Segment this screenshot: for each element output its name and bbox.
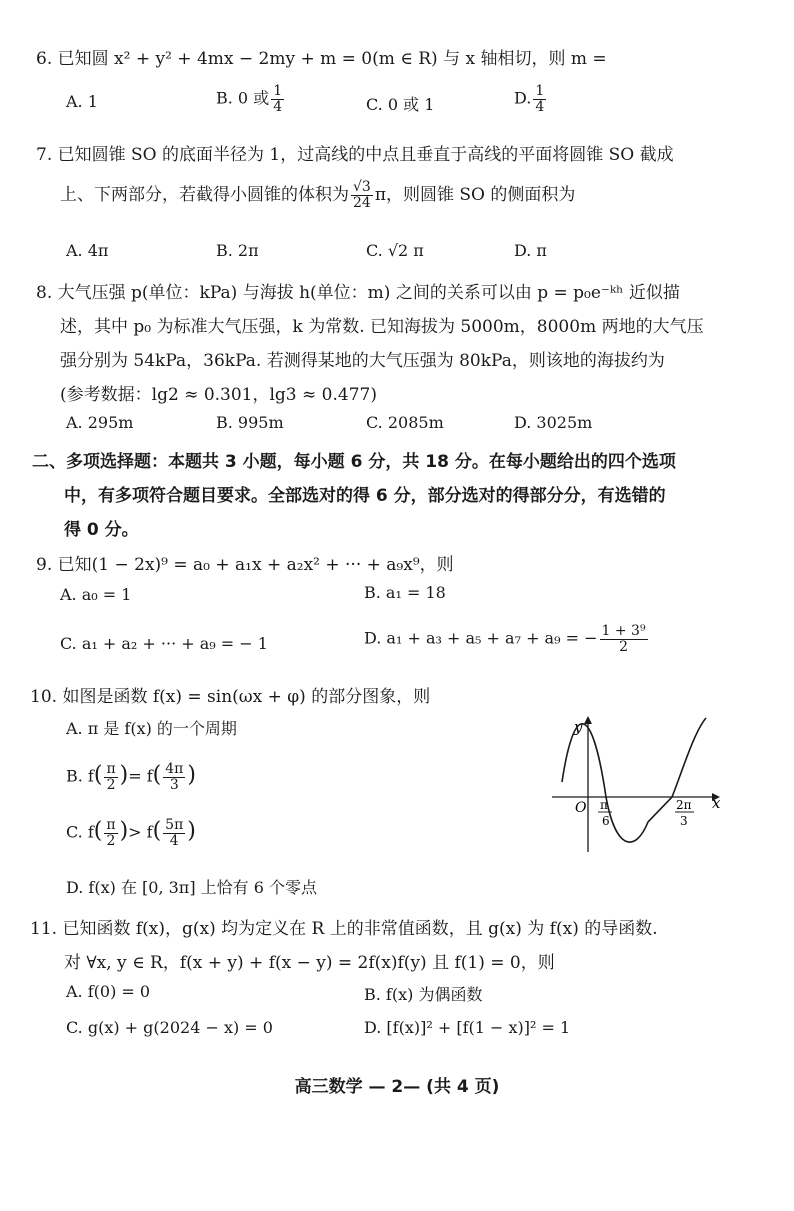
q9-option-a: A. a₀ = 1 (60, 585, 132, 604)
q11-option-d: D. [f(x)]² + [f(1 − x)]² = 1 (364, 1018, 571, 1037)
page-footer: 高三数学 — 2— (共 4 页) (294, 1077, 500, 1097)
q10-c-pre: C. f (66, 822, 94, 842)
section2-line3: 得 0 分。 (64, 520, 139, 540)
q10-b-frac1-num: π (106, 761, 116, 777)
q10-b-frac2 (163, 762, 185, 792)
q10-b-frac1-den: 2 (106, 776, 116, 793)
y-axis-arrow (584, 716, 592, 724)
q7-option-a: A. 4π (66, 241, 109, 260)
tick2-num: 2π (676, 798, 692, 812)
q8-line2: 述，其中 p₀ 为标准大气压强，k 为常数. 已知海拔为 5000m，8000m 两地的大气压 (60, 317, 704, 337)
section2-line1: 二、多项选择题：本题共 3 小题，每小题 6 分，共 18 分。在每小题给出的四个选项 (32, 452, 676, 472)
q11-option-b: B. f(x) 为偶函数 (364, 985, 483, 1004)
q7-line2-post: π，则圆锥 SO 的侧面积为 (374, 185, 576, 205)
q9-option-b: B. a₁ = 18 (364, 583, 446, 602)
q10-b-paren-close2: ) (187, 762, 196, 788)
q11-option-a: A. f(0) = 0 (66, 982, 151, 1001)
q10-b-mid: = f (128, 766, 153, 786)
q9-option-d-frac (600, 624, 648, 654)
q6-option-b (216, 84, 286, 114)
q6-option-d (514, 84, 548, 114)
q10-c-mid: > f (128, 822, 153, 842)
q7-option-b: B. 2π (216, 241, 259, 260)
origin-label: O (575, 800, 587, 816)
q7-frac-num: √3 (353, 179, 371, 196)
q10-c-paren-open2: ( (152, 818, 162, 844)
section2-line2: 中，有多项符合题目要求。全部选对的得 6 分，部分选对的得部分分，有选错的 (64, 486, 666, 506)
q10-c-frac1-num: π (106, 817, 116, 833)
q6-option-c: C. 0 或 1 (366, 95, 435, 114)
q7-option-d: D. π (514, 241, 547, 260)
q10-c-frac2-den: 4 (169, 832, 179, 849)
q6-option-d-text: D. (514, 88, 532, 108)
q9-frac-num: 1 + 3⁹ (601, 623, 646, 639)
q10-b-paren-close: ) (119, 762, 129, 788)
q10-c-paren-close2: ) (187, 818, 196, 844)
q8-option-d: D. 3025m (514, 413, 593, 432)
q6-frac-den: 4 (273, 98, 283, 115)
q10-b-frac2-den: 3 (169, 776, 179, 793)
q8-option-c: C. 2085m (366, 413, 444, 432)
q6-d-frac-num: 1 (535, 83, 545, 99)
sine-graph-figure (548, 712, 728, 860)
q10-option-b (66, 762, 196, 792)
q10-c-frac1 (104, 818, 117, 848)
q10-b-frac2-num: 4π (165, 761, 184, 777)
q7-line1: 7. 已知圆锥 SO 的底面半径为 1，过高线的中点且垂直于高线的平面将圆锥 SO 截成 (36, 145, 674, 165)
tick1-num: π (600, 798, 608, 812)
x-axis-label: x (712, 794, 721, 812)
q10-b-paren-open: ( (93, 762, 103, 788)
q6-option-d-frac (533, 84, 546, 114)
q6-stem: 6. 已知圆 x² + y² + 4mx − 2my + m = 0(m ∈ R) 与 x 轴相切，则 m = (36, 49, 607, 69)
q6-option-b-text: B. 0 或 (216, 88, 270, 108)
q10-c-frac2 (163, 818, 185, 848)
q6-option-a: A. 1 (66, 92, 98, 111)
q10-c-frac2-num: 5π (165, 817, 184, 833)
q10-stem: 10. 如图是函数 f(x) = sin(ωx + φ) 的部分图象，则 (30, 687, 431, 707)
q7-frac (351, 180, 373, 210)
q7-line2 (60, 180, 575, 211)
q10-c-paren-close: ) (119, 818, 129, 844)
q8-line3: 强分别为 54kPa，36kPa. 若测得某地的大气压强为 80kPa，则该地的海拔约为 (60, 351, 665, 371)
q8-option-a: A. 295m (66, 413, 134, 432)
q10-c-paren-open: ( (93, 818, 103, 844)
q9-stem: 9. 已知(1 − 2x)⁹ = a₀ + a₁x + a₂x² + ··· + a₉x⁹，则 (36, 555, 454, 575)
q11-line1: 11. 已知函数 f(x)，g(x) 均为定义在 R 上的非常值函数，且 g(x) 为 f(x) 的导函数. (30, 919, 658, 939)
q7-line2-pre: 上、下两部分，若截得小圆锥的体积为 (60, 185, 349, 205)
q11-option-c: C. g(x) + g(2024 − x) = 0 (66, 1018, 273, 1037)
q9-option-d (364, 624, 650, 654)
q9-option-d-text: D. a₁ + a₃ + a₅ + a₇ + a₉ = − (364, 628, 598, 648)
q8-option-b: B. 995m (216, 413, 284, 432)
q8-line4: (参考数据：lg2 ≈ 0.301，lg3 ≈ 0.477) (60, 385, 377, 405)
q10-b-frac1 (104, 762, 117, 792)
q6-option-b-frac (271, 84, 284, 114)
q11-line2: 对 ∀x, y ∈ R，f(x + y) + f(x − y) = 2f(x)f(y) 且 f(1) = 0，则 (64, 953, 555, 973)
q10-option-d: D. f(x) 在 [0, 3π] 上恰有 6 个零点 (66, 878, 318, 897)
q8-line1: 8. 大气压强 p(单位：kPa) 与海拔 h(单位：m) 之间的关系可以由 p = p₀e⁻ᵏʰ 近似描 (36, 283, 680, 303)
q7-option-c: C. √2 π (366, 241, 424, 260)
y-axis-label: y (574, 718, 583, 736)
q9-option-c: C. a₁ + a₂ + ··· + a₉ = − 1 (60, 634, 268, 653)
tick1-den: 6 (602, 814, 610, 828)
q6-frac-num: 1 (273, 83, 283, 99)
q9-frac-den: 2 (619, 638, 628, 655)
q10-option-a: A. π 是 f(x) 的一个周期 (66, 719, 237, 738)
q10-c-frac1-den: 2 (106, 832, 116, 849)
q10-option-c (66, 818, 196, 848)
q7-frac-den: 24 (353, 195, 371, 211)
tick2-den: 3 (680, 814, 688, 828)
q6-d-frac-den: 4 (535, 98, 545, 115)
q10-b-pre: B. f (66, 766, 94, 786)
q10-b-paren-open2: ( (152, 762, 162, 788)
